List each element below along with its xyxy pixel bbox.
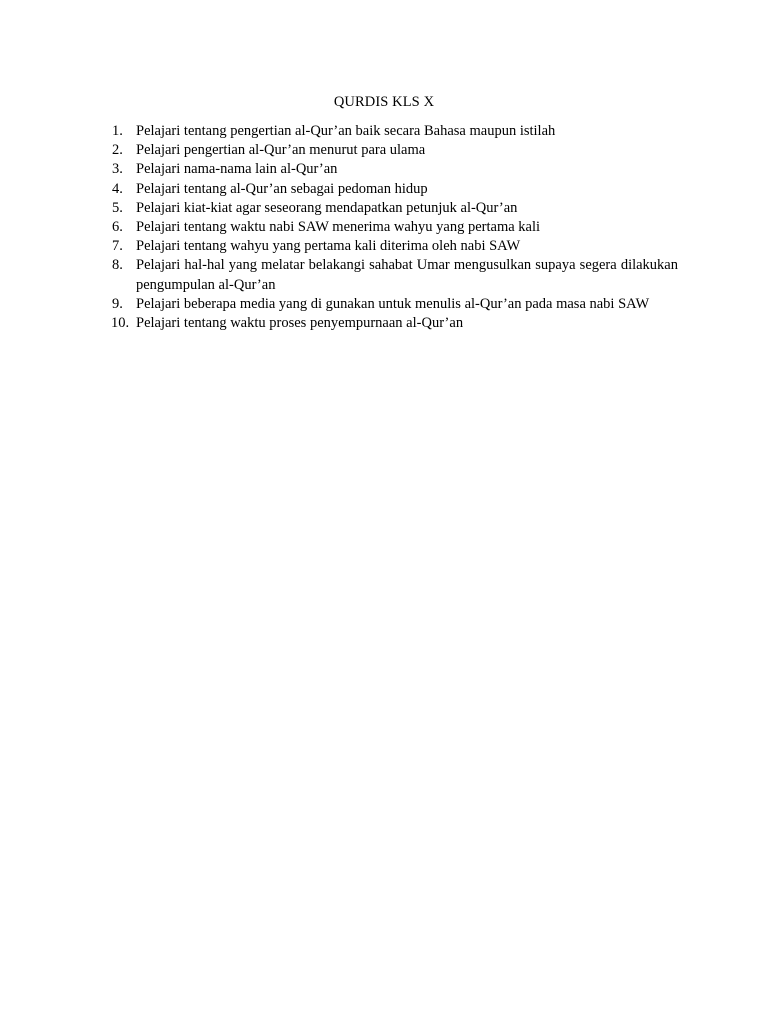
list-item — [112, 160, 678, 179]
list-item-number: 6. — [112, 219, 123, 236]
list-item-text: Pelajari pengertian al-Qur’an menurut para ulama — [136, 142, 426, 159]
list-item — [112, 122, 678, 141]
list-item — [112, 314, 678, 333]
list-item-text: Pelajari nama-nama lain al-Qur’an — [136, 161, 338, 178]
list-item-number: 10. — [111, 315, 130, 332]
list-item-text: Pelajari hal-hal yang melatar belakangi sahabat Umar mengusulkan supaya segera dilakukan pengumpulan al-Qur’an — [136, 257, 678, 293]
list-item-number: 2. — [112, 142, 123, 159]
list-item — [112, 218, 678, 237]
document-title: QURDIS KLS X — [333, 94, 435, 110]
list-item-text: Pelajari tentang waktu proses penyempurnaan al-Qur’an — [136, 315, 464, 332]
list-item-text: Pelajari tentang pengertian al-Qur’an baik secara Bahasa maupun istilah — [136, 123, 556, 139]
list-item-text: Pelajari tentang waktu nabi SAW menerima wahyu yang pertama kali — [136, 219, 541, 236]
list-item-number: 5. — [112, 199, 123, 216]
list-item-number: 8. — [112, 257, 123, 274]
list-item-text: Pelajari tentang wahyu yang pertama kali diterima oleh nabi SAW — [136, 238, 521, 255]
list-item-number: 4. — [112, 180, 123, 197]
list-item-number: 3. — [112, 161, 123, 178]
list-item-number: 9. — [112, 295, 123, 312]
list-item — [112, 141, 678, 160]
list-item-number: 1. — [112, 123, 123, 139]
numbered-list — [112, 122, 678, 333]
list-item — [112, 237, 678, 256]
list-item-number: 7. — [112, 238, 123, 255]
list-item — [112, 180, 678, 199]
list-item — [112, 199, 678, 218]
list-item — [112, 256, 678, 294]
list-item-text: Pelajari tentang al-Qur’an sebagai pedoman hidup — [136, 180, 428, 197]
list-item — [112, 295, 678, 314]
list-item-text: Pelajari kiat-kiat agar seseorang mendapatkan petunjuk al-Qur’an — [136, 199, 518, 216]
list-item-text: Pelajari beberapa media yang di gunakan untuk menulis al-Qur’an pada masa nabi SAW — [136, 295, 650, 312]
